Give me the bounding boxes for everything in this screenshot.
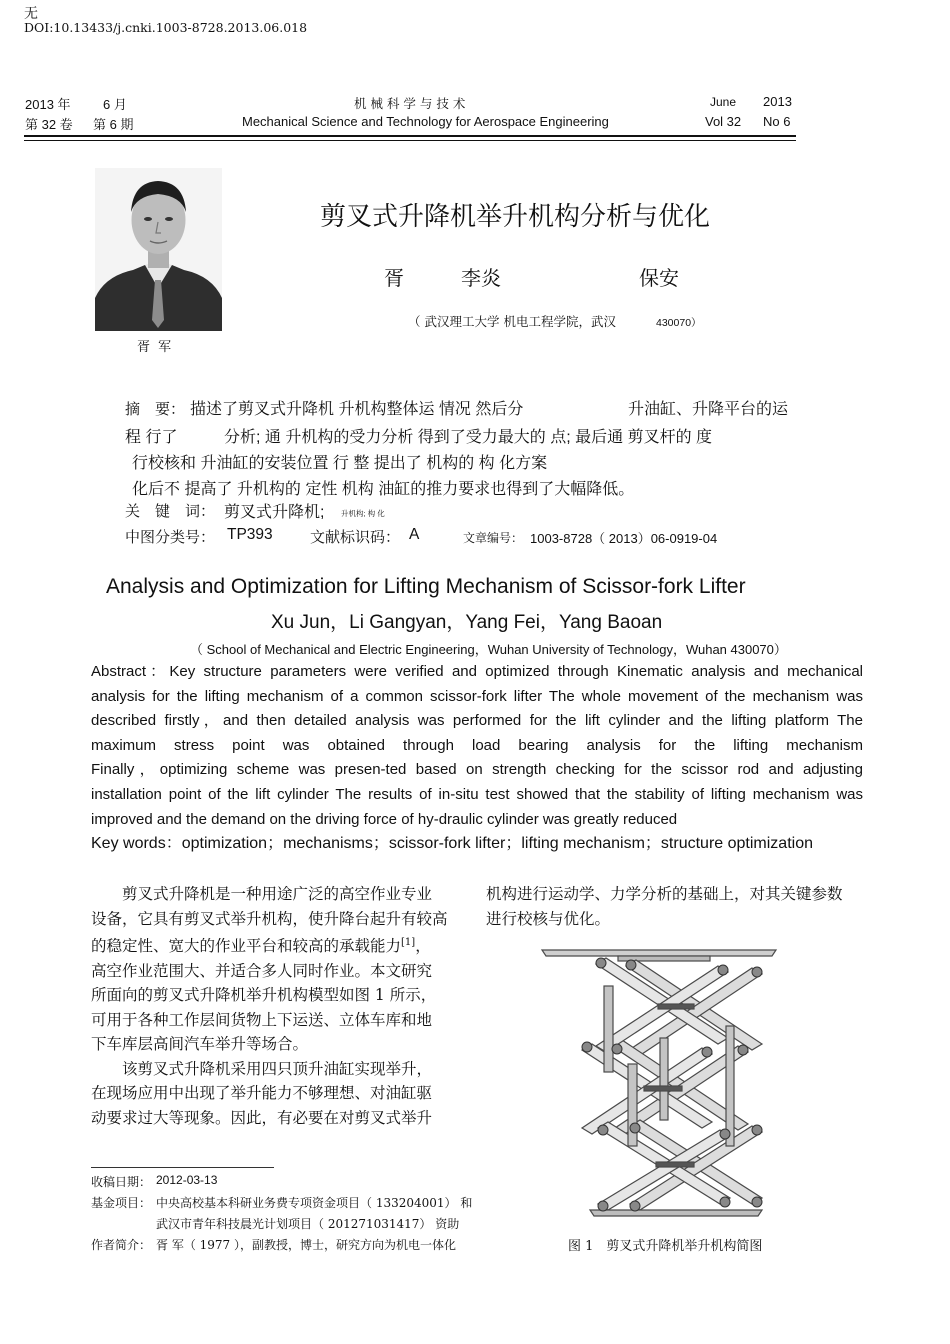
fund-label: 基金项目： — [91, 1196, 152, 1210]
body-line: 设备，它具有剪叉式举升机构，使升降台起升有较高 — [91, 909, 448, 928]
abstract-en-line: maximum stress point was obtained through load bearing analysis for the lifting mechanism — [91, 736, 863, 754]
abstract-cn-label: 摘 要： — [125, 400, 186, 418]
author-photo — [95, 168, 222, 331]
clc-number: TP393 — [227, 526, 273, 543]
figure-1-caption: 图 1 剪叉式升降机举升机构简图 — [568, 1239, 763, 1254]
authors-en: Xu Jun，Li Gangyan，Yang Fei，Yang Baoan — [271, 612, 663, 633]
abstract-en-line: improved and the demand on the driving force of hy-draulic cylinder was greatly reduced — [91, 810, 678, 828]
body-line: 剪叉式升降机是一种用途广泛的高空作业专业 — [91, 885, 433, 903]
top-mark: 无 — [24, 6, 38, 22]
abstract-cn-line: 行校核和 升油缸的安装位置 行 整 提出了 机构的 构 化方案 — [132, 455, 548, 472]
abstract-en-line: installation point of the lift cylinder The results of in-situ test showed that the stability of lifting mechanism was — [91, 785, 863, 803]
keywords-cn: 剪叉式升降机; — [224, 504, 325, 521]
abstract-cn-line: 分析; 通 升机构的受力分析 得到了受力最大的 点; 最后通 剪叉杆的 度 — [224, 429, 713, 446]
scissor-lift-drawing — [540, 946, 780, 1218]
author-cn-3: 保安 — [639, 268, 679, 290]
issue-cn: 第 6 期 — [93, 117, 134, 132]
abstract-en — [91, 660, 863, 857]
issue-en: No 6 — [763, 114, 791, 129]
fund-line-2: 武汉市青年科技晨光计划项目（ 201271031417） 资助 — [156, 1217, 460, 1231]
month-cn: 6 月 — [103, 97, 127, 112]
affiliation-en: （ School of Mechanical and Electric Engineering，Wuhan University of Technology，Wuhan 430070） — [190, 642, 787, 657]
header-rule-thick — [24, 135, 796, 137]
affiliation-cn: （ 武汉理工大学 机电工程学院，武汉 — [408, 314, 616, 329]
author-bio-label: 作者简介： — [91, 1238, 152, 1252]
abstract-en-line: analysis for the lifting mechanism of a common scissor-fork lifter The whole movement of the mechanism was — [91, 687, 863, 705]
body-line: 可用于各种工作层间货物上下运送、立体车库和地 — [91, 1010, 433, 1029]
author-bio: 胥 军（ 1977 ），副教授，博士，研究方向为机电一体化 — [156, 1238, 456, 1252]
body-text: ， — [415, 937, 431, 956]
abstract-cn-line: 描述了剪叉式升降机 升机构整体运 情况 然后分 — [190, 401, 524, 418]
month-en: June — [710, 95, 737, 109]
body-line: 下车库层高间汽车举升等场合。 — [91, 1035, 309, 1054]
abstract-cn-line: 升油缸、升降平台的运 — [628, 401, 789, 418]
photo-caption: 胥 军 — [137, 340, 174, 355]
abstract-en-line: Finally，optimizing scheme was presen-ted based on strength checking for the scissor rod and adjusting — [91, 761, 863, 779]
keywords-en: Key words：optimization；mechanisms；scissor-fork lifter；lifting mechanism；structure optimization — [91, 835, 813, 853]
header-rule-thin — [24, 140, 796, 141]
body-line: 动要求过大等现象。因此，有必要在对剪叉式举升 — [91, 1108, 433, 1127]
journal-name-en: Mechanical Science and Technology for Aerospace Engineering — [242, 114, 609, 129]
body-line: 该剪叉式升降机采用四只顶升油缸实现举升， — [91, 1059, 433, 1078]
body-line: 在现场应用中出现了举升能力不够理想、对油缸驱 — [91, 1084, 433, 1103]
abstract-cn-line: 程 行了 — [125, 429, 178, 446]
fund-line-1: 中央高校基本科研业务费专项资金项目（ 133204001） 和 — [156, 1196, 473, 1210]
body-line: 高空作业范围大、并适合多人同时作业。本文研究 — [91, 961, 433, 980]
figure-1-scissor-lift — [540, 946, 780, 1218]
title-en: Analysis and Optimization for Lifting Mechanism of Scissor-fork Lifter — [106, 575, 746, 598]
footnote-rule — [91, 1167, 274, 1168]
affiliation-cn-zip: 430070） — [656, 317, 702, 329]
abstract-cn-line: 化后不 提高了 升机构的 定性 机构 油缸的推力要求也得到了大幅降低。 — [132, 481, 635, 498]
doi-line: DOI:10.13433/j.cnki.1003-8728.2013.06.018 — [24, 20, 308, 35]
abstract-en-line: described firstly，and then detailed analysis was performed for the lift cylinder and the lifting platform The — [91, 712, 863, 730]
citation[interactable]: [1] — [401, 937, 416, 948]
doc-code: A — [409, 526, 420, 543]
article-number: 1003-8728（ 2013）06-0919-04 — [530, 531, 718, 546]
keywords-cn-small: 升机构; 构 化 — [341, 509, 385, 518]
received-date: 2012-03-13 — [156, 1173, 218, 1187]
body-line: 进行校核与优化。 — [486, 909, 611, 928]
body-text: 的稳定性、宽大的作业平台和较高的承载能力 — [91, 937, 402, 956]
author-cn-2: 李炎 — [461, 268, 501, 290]
body-line — [91, 931, 471, 959]
volume-cn: 第 32 卷 — [25, 117, 73, 132]
keywords-cn-label: 关 键 词： — [125, 502, 216, 520]
body-line: 机构进行运动学、力学分析的基础上，对其关键参数 — [486, 885, 843, 903]
body-left-column — [91, 882, 471, 1130]
journal-name-cn: 机 械 科 学 与 技 术 — [354, 96, 466, 111]
year-en: 2013 — [763, 94, 792, 109]
body-right-column — [486, 882, 866, 931]
body-line: 所面向的剪叉式升降机举升机构模型如图 1 所示， — [91, 986, 437, 1005]
received-label: 收稿日期： — [91, 1175, 152, 1189]
volume-en: Vol 32 — [705, 114, 742, 129]
author-cn-1: 胥 — [384, 268, 404, 290]
clc-label: 中图分类号： — [125, 528, 216, 546]
year-cn: 2013 年 — [25, 97, 71, 112]
article-number-label: 文章编号： — [463, 531, 524, 545]
abstract-en-line: Abstract：Key structure parameters were verified and optimized through Kinematic analysis and mechanical — [91, 663, 863, 680]
doc-code-label: 文献标识码： — [310, 528, 401, 546]
title-cn: 剪叉式升降机举升机构分析与优化 — [320, 202, 711, 232]
